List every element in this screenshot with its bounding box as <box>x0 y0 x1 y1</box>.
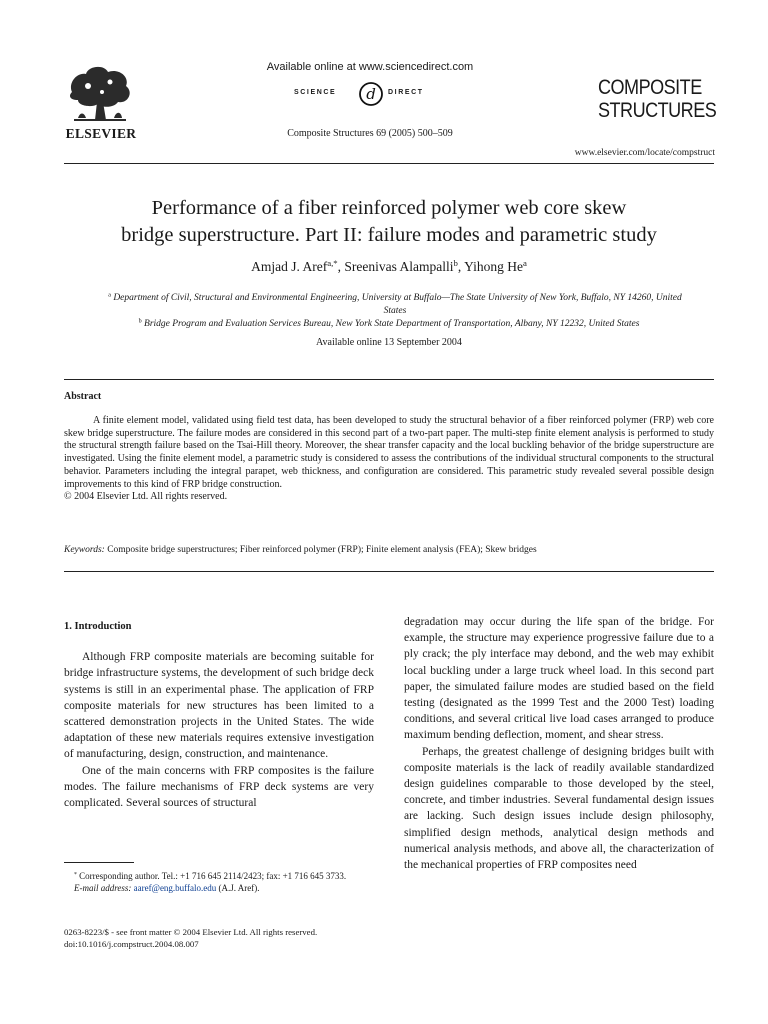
paragraph: degradation may occur during the life span of the bridge. For example, the structure may experience progressive failure due to a ply crack; the ply interface may debond, and the web may exhibit local buckling under a large truck wheel load. In this second part paper, the simulated failure modes are studied based on the field testing (designated as the 1999 Test and the 2000 Test) loading conditions, and several critical live load cases arranged to produce maximum bending deflection, moment, and shear stress. <box>404 616 714 742</box>
journal-reference: Composite Structures 69 (2005) 500–509 <box>287 128 453 139</box>
footnote-email <box>64 882 374 894</box>
journal-name <box>598 76 717 122</box>
corresponding-author: Corresponding author. Tel.: +1 716 645 2114/2423; fax: +1 716 645 3733. <box>79 871 347 881</box>
author-superscript: a <box>523 258 527 269</box>
elsevier-tree-logo-icon <box>64 62 136 124</box>
sciencedirect-at-icon <box>356 80 386 108</box>
affiliation-mark: b <box>138 318 142 325</box>
section-heading: 1. Introduction <box>64 621 132 632</box>
footnote-corresponding <box>64 870 374 882</box>
sd-left-text: SCIENCE <box>294 89 337 96</box>
abstract-heading: Abstract <box>64 391 102 402</box>
affiliation-text: Bridge Program and Evaluation Services Bureau, New York State Department of Transportation, Albany, NY 12232, United States <box>144 319 640 329</box>
author-name[interactable]: Sreenivas Alampalli <box>344 259 454 274</box>
paragraph: Although FRP composite materials are becoming suitable for bridge infrastructure systems, the development of such bridge deck systems is still in an experimental phase. The application of FRP composite materials for new structures has been limited to a scattered demonstration projects in the United States. The wide adaptation of these new materials requires extensive investigation of manufacturing, design, construction, and maintenance. <box>64 651 374 761</box>
publisher-name: ELSEVIER <box>65 126 137 141</box>
footnote-mark: * <box>74 871 77 878</box>
paragraph: One of the main concerns with FRP composites is the failure modes. The failure mechanisms of FRP deck systems are very complicated. Several sources of structural <box>64 764 374 810</box>
keywords-label: Keywords: <box>64 545 105 555</box>
author-superscript: b <box>453 258 458 269</box>
affiliation-a <box>100 292 690 317</box>
journal-name-line1: COMPOSITE <box>598 76 702 99</box>
sd-right-text: DIRECT <box>388 89 424 96</box>
author-name[interactable]: Amjad J. Aref <box>251 259 328 274</box>
email-suffix: (A.J. Aref). <box>218 883 260 893</box>
svg-text:d: d <box>366 85 376 103</box>
issn-block <box>64 926 394 950</box>
sciencedirect-logo <box>270 80 470 108</box>
article-title <box>64 195 714 249</box>
affiliation-mark: a <box>108 292 111 299</box>
author-separator: , <box>337 259 345 274</box>
email-link[interactable]: aaref@eng.buffalo.edu <box>133 883 217 893</box>
available-online-at: Available online at www.sciencedirect.com <box>266 61 474 73</box>
available-online-date: Available online 13 September 2004 <box>316 337 462 348</box>
author-superscript: a,* <box>327 258 338 269</box>
abstract-text: A finite element model, validated using field test data, has been developed to study the structural behavior of a fiber reinforced polymer (FRP) web core skew bridge superstructure. The failure modes are considered in this second part of a two-part paper. The multi-step finite element analysis is performed to study the structural strength failure based on the Tsai-Hill theory. Moreover, the shear transfer capacity and the local buckling behavior of the bridge superstructure are investigated. Using the finite element model, a parametric study is considered to assess the contributions of the individual structural components to the structural behavior. Parameters including the integral parapet, web thickness, and configuration are considered. This parametric study revealed several possible design improvements to this kind of FRP bridge construction. <box>64 415 714 490</box>
left-column <box>64 619 374 811</box>
author-name[interactable]: Yihong He <box>464 259 524 274</box>
paragraph: Perhaps, the greatest challenge of designing bridges built with composite materials is the lack of readily available standardized design guidelines comparable to those developed by the steel, concrete, and timber industries. Several fundamental design issues are lacking. Such design issues include design philosophy, simplified design methods, analytical design methods and numerical analysis methods, and above all, the characterization of the mechanical properties of FRP composites need <box>404 745 714 872</box>
title-line-2: bridge superstructure. Part II: failure modes and parametric study <box>121 224 657 246</box>
right-column <box>404 614 714 873</box>
author-list <box>64 259 714 275</box>
email-label: E-mail address: <box>74 883 132 893</box>
abstract-top-divider <box>64 379 714 380</box>
abstract-copyright: © 2004 Elsevier Ltd. All rights reserved. <box>64 491 228 503</box>
affiliation-text: Department of Civil, Structural and Environmental Engineering, University at Buffalo—The State University of New York, Buffalo, NY 14260, United States <box>113 293 682 316</box>
keywords-list: Composite bridge superstructures; Fiber reinforced polymer (FRP); Finite element analysis (FEA); Skew bridges <box>107 545 537 555</box>
header-divider <box>64 163 714 164</box>
journal-url-link[interactable]: www.elsevier.com/locate/compstruct <box>574 148 715 158</box>
title-line-1: Performance of a fiber reinforced polymer web core skew <box>151 197 627 219</box>
footnote <box>64 870 374 894</box>
abstract-bottom-divider <box>64 571 714 572</box>
issn-line: 0263-8223/$ - see front matter © 2004 Elsevier Ltd. All rights reserved. <box>64 927 318 937</box>
affiliation-b <box>64 318 714 331</box>
footnote-divider <box>64 862 134 863</box>
journal-name-line2: STRUCTURES <box>598 99 717 122</box>
keywords <box>64 545 714 555</box>
abstract-body <box>64 415 714 504</box>
author-separator: , <box>457 259 465 274</box>
doi-line[interactable]: doi:10.1016/j.compstruct.2004.08.007 <box>64 939 199 949</box>
